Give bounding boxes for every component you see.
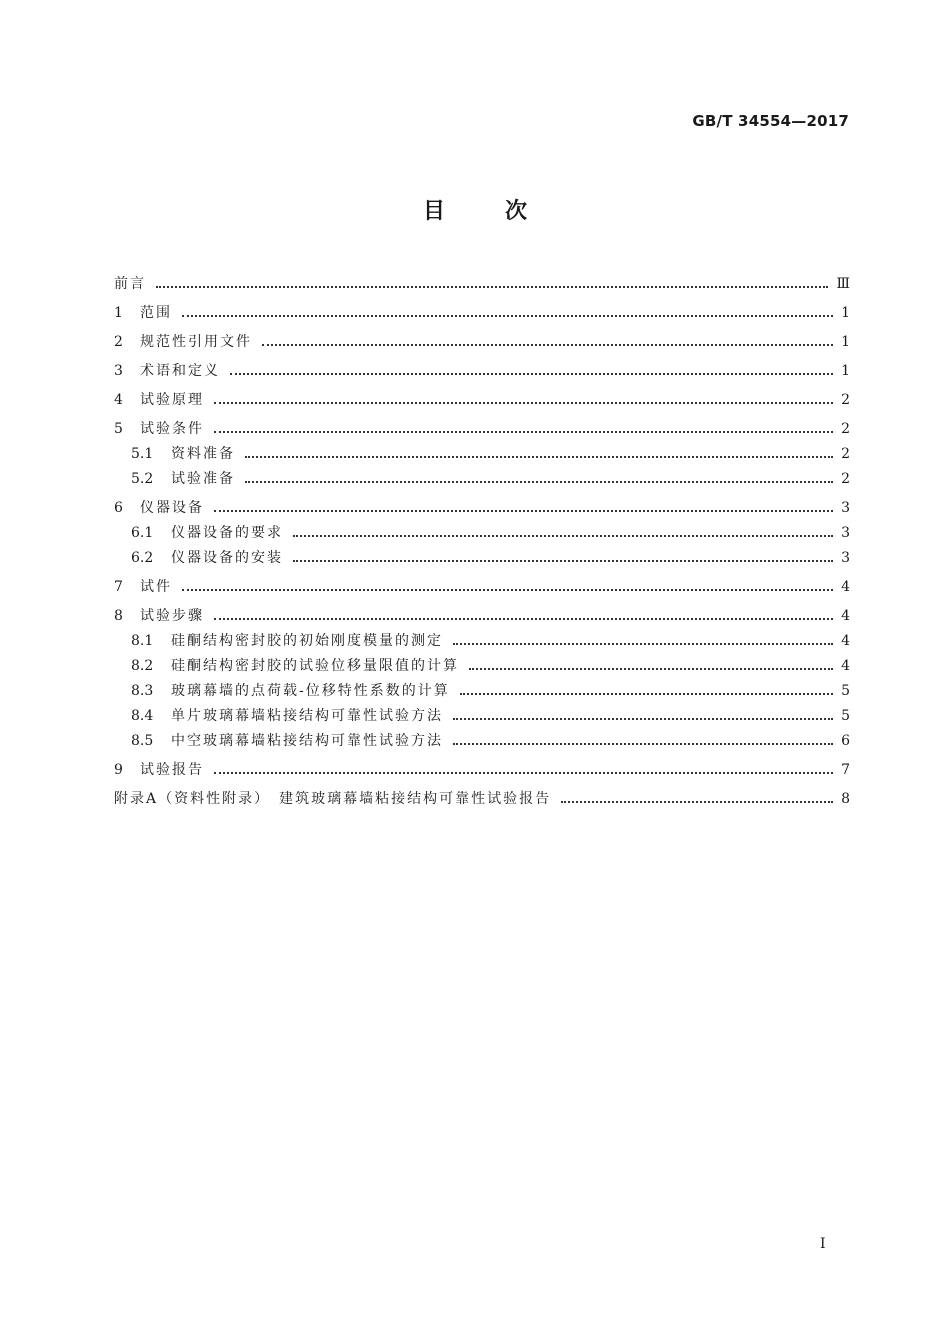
toc-entry-page: 4 [841, 633, 850, 649]
toc-entry-number: 2 [114, 334, 123, 350]
toc-entry[interactable] [114, 546, 850, 571]
toc-entry-number: 6.1 [131, 525, 154, 541]
toc-entry-label: 试验准备 [171, 471, 235, 487]
toc-entry-page: Ⅲ [836, 276, 850, 292]
toc-entry[interactable] [114, 301, 850, 326]
toc-entry-label: 试验步骤 [140, 608, 204, 624]
toc-entry[interactable] [114, 467, 850, 492]
toc-dot-leader [245, 456, 833, 458]
toc-entry-number: 8.4 [131, 708, 154, 724]
toc-entry-label: 中空玻璃幕墙粘接结构可靠性试验方法 [171, 733, 443, 749]
toc-entry-page: 4 [841, 579, 850, 595]
toc-entry-number: 8.5 [131, 733, 154, 749]
toc-entry-number: 6.2 [131, 550, 154, 566]
toc-entry[interactable] [114, 496, 850, 521]
toc-entry[interactable] [114, 388, 850, 413]
toc-entry[interactable] [114, 758, 850, 783]
toc-dot-leader [214, 402, 833, 404]
toc-entry-number: 3 [114, 363, 123, 379]
toc-entry-page: 3 [841, 550, 850, 566]
toc-entry-number: 5 [114, 421, 123, 437]
standard-code: GB/T 34554—2017 [692, 112, 849, 130]
toc-entry-page: 2 [841, 421, 850, 437]
toc-entry-page: 8 [841, 791, 850, 807]
toc-entry-page: 2 [841, 446, 850, 462]
toc-dot-leader [214, 772, 833, 774]
page-title: 目次 [422, 199, 587, 224]
toc-entry-label: 附录A（资料性附录） 建筑玻璃幕墙粘接结构可靠性试验报告 [114, 791, 552, 807]
toc-dot-leader [214, 618, 833, 620]
toc-entry-page: 1 [841, 305, 850, 321]
toc-entry-label: 试验条件 [140, 421, 204, 437]
toc-entry-page: 2 [841, 471, 850, 487]
toc-entry[interactable] [114, 629, 850, 654]
page-number: Ⅰ [820, 1236, 826, 1252]
toc-entry[interactable] [114, 679, 850, 704]
toc-entry-label: 仪器设备的安装 [171, 550, 283, 566]
toc-entry-page: 6 [841, 733, 850, 749]
toc-entry-number: 6 [114, 500, 123, 516]
toc-entry-page: 3 [841, 500, 850, 516]
toc-entry[interactable] [114, 417, 850, 442]
toc-entry-number: 8.1 [131, 633, 154, 649]
toc-entry-number: 8 [114, 608, 123, 624]
toc-entry-label: 范围 [140, 305, 172, 321]
toc-entry-label: 术语和定义 [140, 363, 220, 379]
toc-dot-leader [453, 643, 833, 645]
toc-entry-label: 资料准备 [171, 446, 235, 462]
toc-dot-leader [182, 315, 833, 317]
toc-entry[interactable] [114, 521, 850, 546]
toc-entry-label: 硅酮结构密封胶的试验位移量限值的计算 [171, 658, 459, 674]
toc-entry-page: 3 [841, 525, 850, 541]
toc-entry-page: 1 [841, 334, 850, 350]
toc-entry-label: 仪器设备 [140, 500, 204, 516]
toc-entry[interactable] [114, 272, 850, 297]
toc-entry[interactable] [114, 575, 850, 600]
toc-entry-label: 试件 [140, 579, 172, 595]
toc-entry-number: 4 [114, 392, 123, 408]
toc-dot-leader [453, 718, 833, 720]
toc-entry-page: 2 [841, 392, 850, 408]
toc-entry[interactable] [114, 787, 850, 812]
toc-entry[interactable] [114, 330, 850, 355]
toc-entry-label: 硅酮结构密封胶的初始刚度模量的测定 [171, 633, 443, 649]
toc-entry[interactable] [114, 729, 850, 754]
toc-entry-number: 8.3 [131, 683, 154, 699]
toc-entry-number: 9 [114, 762, 123, 778]
toc-dot-leader [561, 801, 833, 803]
toc-entry-number: 1 [114, 305, 123, 321]
toc-entry[interactable] [114, 704, 850, 729]
toc-entry-number: 7 [114, 579, 123, 595]
toc-entry-page: 1 [841, 363, 850, 379]
toc-entry-page: 7 [841, 762, 850, 778]
toc-entry-label: 单片玻璃幕墙粘接结构可靠性试验方法 [171, 708, 443, 724]
toc-entry-number: 5.1 [131, 446, 154, 462]
toc-dot-leader [230, 373, 833, 375]
toc-entry[interactable] [114, 654, 850, 679]
toc-dot-leader [293, 535, 833, 537]
toc-entry-number: 5.2 [131, 471, 154, 487]
toc-dot-leader [214, 431, 833, 433]
toc-entry-label: 玻璃幕墙的点荷载-位移特性系数的计算 [171, 683, 450, 699]
toc-dot-leader [293, 560, 833, 562]
toc-dot-leader [156, 286, 828, 288]
toc-entry-page: 4 [841, 658, 850, 674]
table-of-contents [114, 272, 850, 812]
toc-entry-page: 5 [841, 683, 850, 699]
toc-entry-label: 试验报告 [140, 762, 204, 778]
toc-entry[interactable] [114, 442, 850, 467]
toc-entry-number: 8.2 [131, 658, 154, 674]
toc-entry-page: 4 [841, 608, 850, 624]
toc-entry-page: 5 [841, 708, 850, 724]
toc-dot-leader [262, 344, 833, 346]
toc-entry-label: 试验原理 [140, 392, 204, 408]
toc-dot-leader [245, 481, 833, 483]
toc-dot-leader [453, 743, 833, 745]
toc-dot-leader [214, 510, 833, 512]
toc-entry[interactable] [114, 604, 850, 629]
toc-dot-leader [460, 693, 833, 695]
toc-entry-label: 前言 [114, 276, 146, 292]
toc-dot-leader [182, 589, 833, 591]
toc-dot-leader [469, 668, 833, 670]
toc-entry[interactable] [114, 359, 850, 384]
toc-entry-label: 仪器设备的要求 [171, 525, 283, 541]
toc-entry-label: 规范性引用文件 [140, 334, 252, 350]
